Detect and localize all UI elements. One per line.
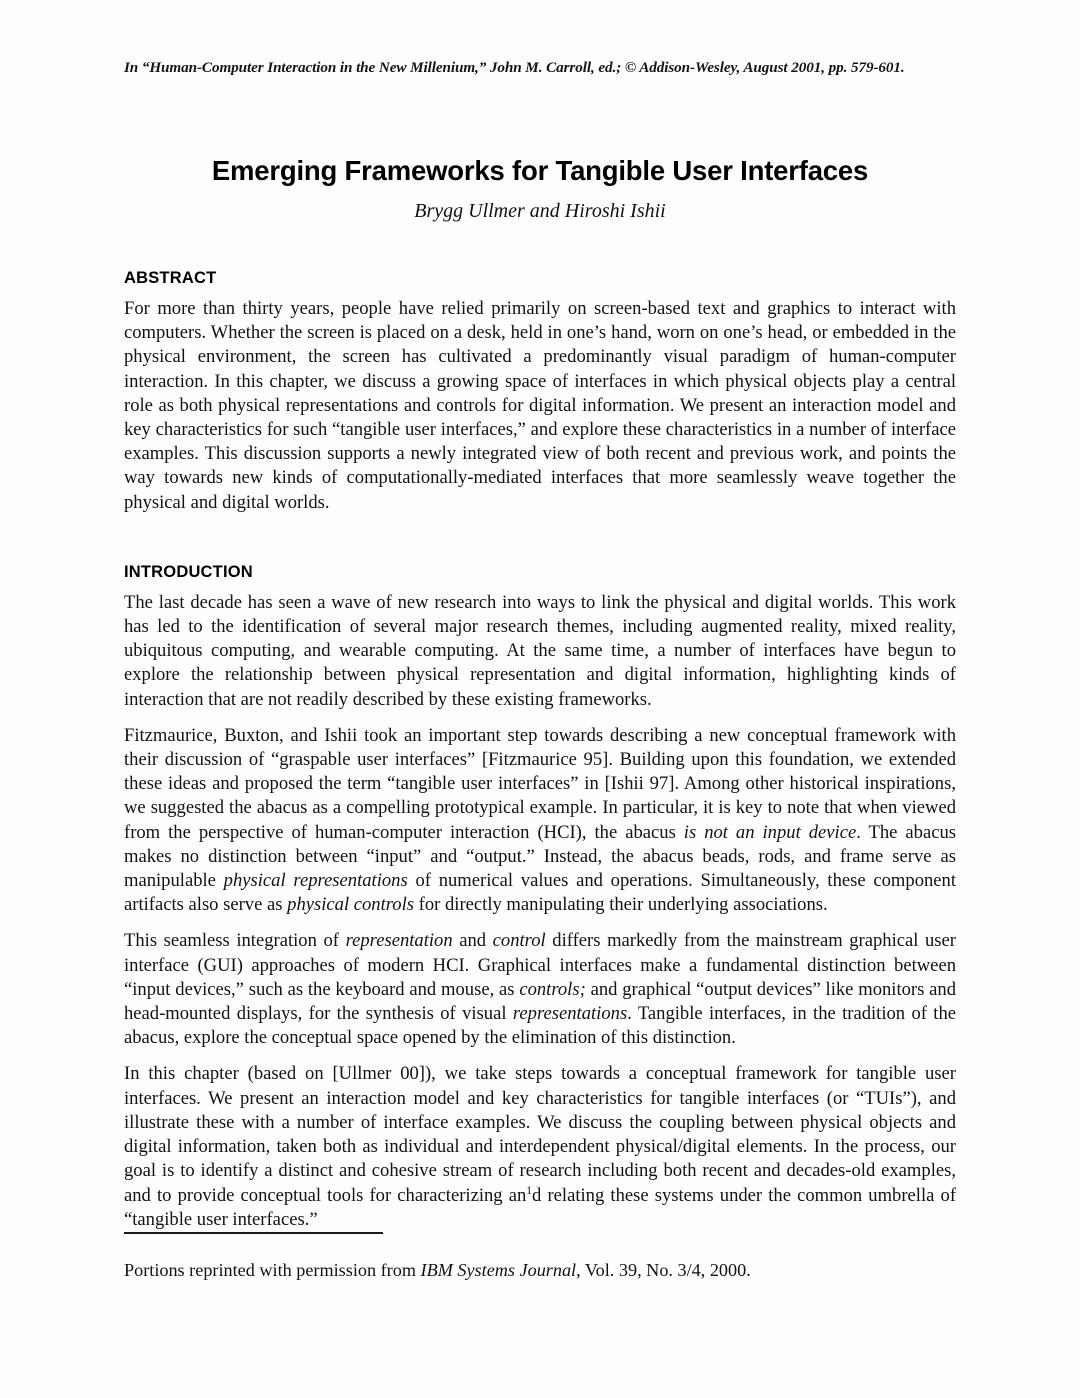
paragraph-3-text-part-2: and <box>452 930 493 952</box>
introduction-paragraph-3 <box>124 929 956 1050</box>
introduction-paragraph-1: The last decade has seen a wave of new research into ways to link the physical and digital worlds. This work has led to the identification of several major research themes, including augmented reality, mixed reality, ubiquitous computing, and wearable computing. At the same time, a number of interfaces have begun to explore the relationship between physical representation and digital information, highlighting kinds of interaction that are not readily described by these existing frameworks. <box>124 591 956 710</box>
introduction-heading: INTRODUCTION <box>124 562 253 581</box>
paragraph-4-text-part-2: d relating these systems under the common umbrella of “tangible user interfaces.” <box>124 1184 957 1230</box>
paragraph-2-emphasis-not-input-device: is not an input device <box>683 821 857 843</box>
paragraph-3-emphasis-controls: controls; <box>519 978 586 1000</box>
paragraph-3-text-part-4: and graphical “output devices” like monitors and head-mounted displays, for the synthesis of visual <box>124 978 956 1025</box>
footnote-text-part-2: , Vol. 39, No. 3/4, 2000. <box>576 1260 751 1280</box>
body-column <box>124 268 956 1244</box>
footnote-separator-rule <box>124 1232 383 1234</box>
paragraph-2-text-part-2: . The abacus makes no distinction between “input” and “output.” Instead, the abacus beads, rods, and frame serve as manipulable <box>124 821 957 892</box>
paragraph-3-text-part-1: This seamless integration of <box>124 930 346 952</box>
footnote-emphasis-journal-name: IBM Systems Journal <box>420 1260 577 1280</box>
paragraph-4-text-part-1: In this chapter (based on [Ullmer 00]), we take steps towards a conceptual framework for tangible user interfaces. We present an interaction model and key characteristics for tangible interfaces (or “TUIs”), and illustrate these with a number of interface examples. We discuss the coupling between physical objects and digital information, taken both as individual and interdependent physical/digital elements. In the process, our goal is to identify a distinct and cohesive stream of research including both recent and decades-old examples, and to provide conceptual tools for characterizing an <box>124 1063 956 1206</box>
page-title: Emerging Frameworks for Tangible User Interfaces <box>211 155 869 187</box>
footnote-zone <box>124 1232 956 1282</box>
paragraph-2-emphasis-physical-controls: physical controls <box>287 894 415 916</box>
footnote-text <box>124 1258 956 1282</box>
author-line: Brygg Ullmer and Hiroshi Ishii <box>414 200 666 222</box>
running-header-citation: In “Human-Computer Interaction in the New Millenium,” John M. Carroll, ed.; © Addison-Wesley, August 2001, pp. 579-601. <box>124 59 905 76</box>
introduction-paragraph-2 <box>124 724 956 918</box>
paragraph-2-text-part-1: Fitzmaurice, Buxton, and Ishii took an important step towards describing a new conceptual framework with their discussion of “graspable user interfaces” [Fitzmaurice 95]. Building upon this foundation, we extended these ideas and proposed the term “tangible user interfaces” in [Ishii 97]. Among other historical inspirations, we suggested the abacus as a compelling prototypical example. In particular, it is key to note that when viewed from the perspective of human-computer interaction (HCI), the abacus <box>124 724 956 843</box>
paragraph-3-emphasis-representation: representation <box>345 930 453 952</box>
paragraph-2-text-part-4: for directly manipulating their underlying associations. <box>414 894 828 916</box>
paragraph-2-emphasis-physical-representations: physical representations <box>223 870 408 892</box>
paragraph-3-emphasis-representations: representations <box>512 1003 628 1025</box>
paragraph-2-text-part-3: of numerical values and operations. Simultaneously, these component artifacts also serve as <box>124 870 956 916</box>
paragraph-3-text-part-3: differs markedly from the mainstream graphical user interface (GUI) approaches of modern HCI. Graphical interfaces make a fundamental distinction between “input devices,” such as the keyboard and mouse, as <box>124 930 956 1000</box>
abstract-paragraph: For more than thirty years, people have relied primarily on screen-based text and graphics to interact with computers. Whether the screen is placed on a desk, held in one’s hand, worn on one’s head, or embedded in the physical environment, the screen has cultivated a predominantly visual paradigm of human-computer interaction. In this chapter, we discuss a growing space of interfaces in which physical objects play a central role as both physical representations and controls for digital information. We present an interaction model and key characteristics for such “tangible user interfaces,” and explore these characteristics in a number of interface examples. This discussion supports a newly integrated view of both recent and previous work, and points the way towards new kinds of computationally-mediated interfaces that more seamlessly weave together the physical and digital worlds. <box>124 298 956 513</box>
footnote-text-part-1: Portions reprinted with permission from <box>124 1260 421 1280</box>
footnote-reference-marker: 1 <box>526 1184 533 1197</box>
paragraph-3-emphasis-control: control <box>492 930 546 952</box>
introduction-paragraph-4 <box>124 1062 956 1231</box>
paragraph-3-text-part-5: . Tangible interfaces, in the tradition of the abacus, explore the conceptual space opened by the elimination of this distinction. <box>124 1003 956 1049</box>
abstract-heading: ABSTRACT <box>124 269 217 287</box>
